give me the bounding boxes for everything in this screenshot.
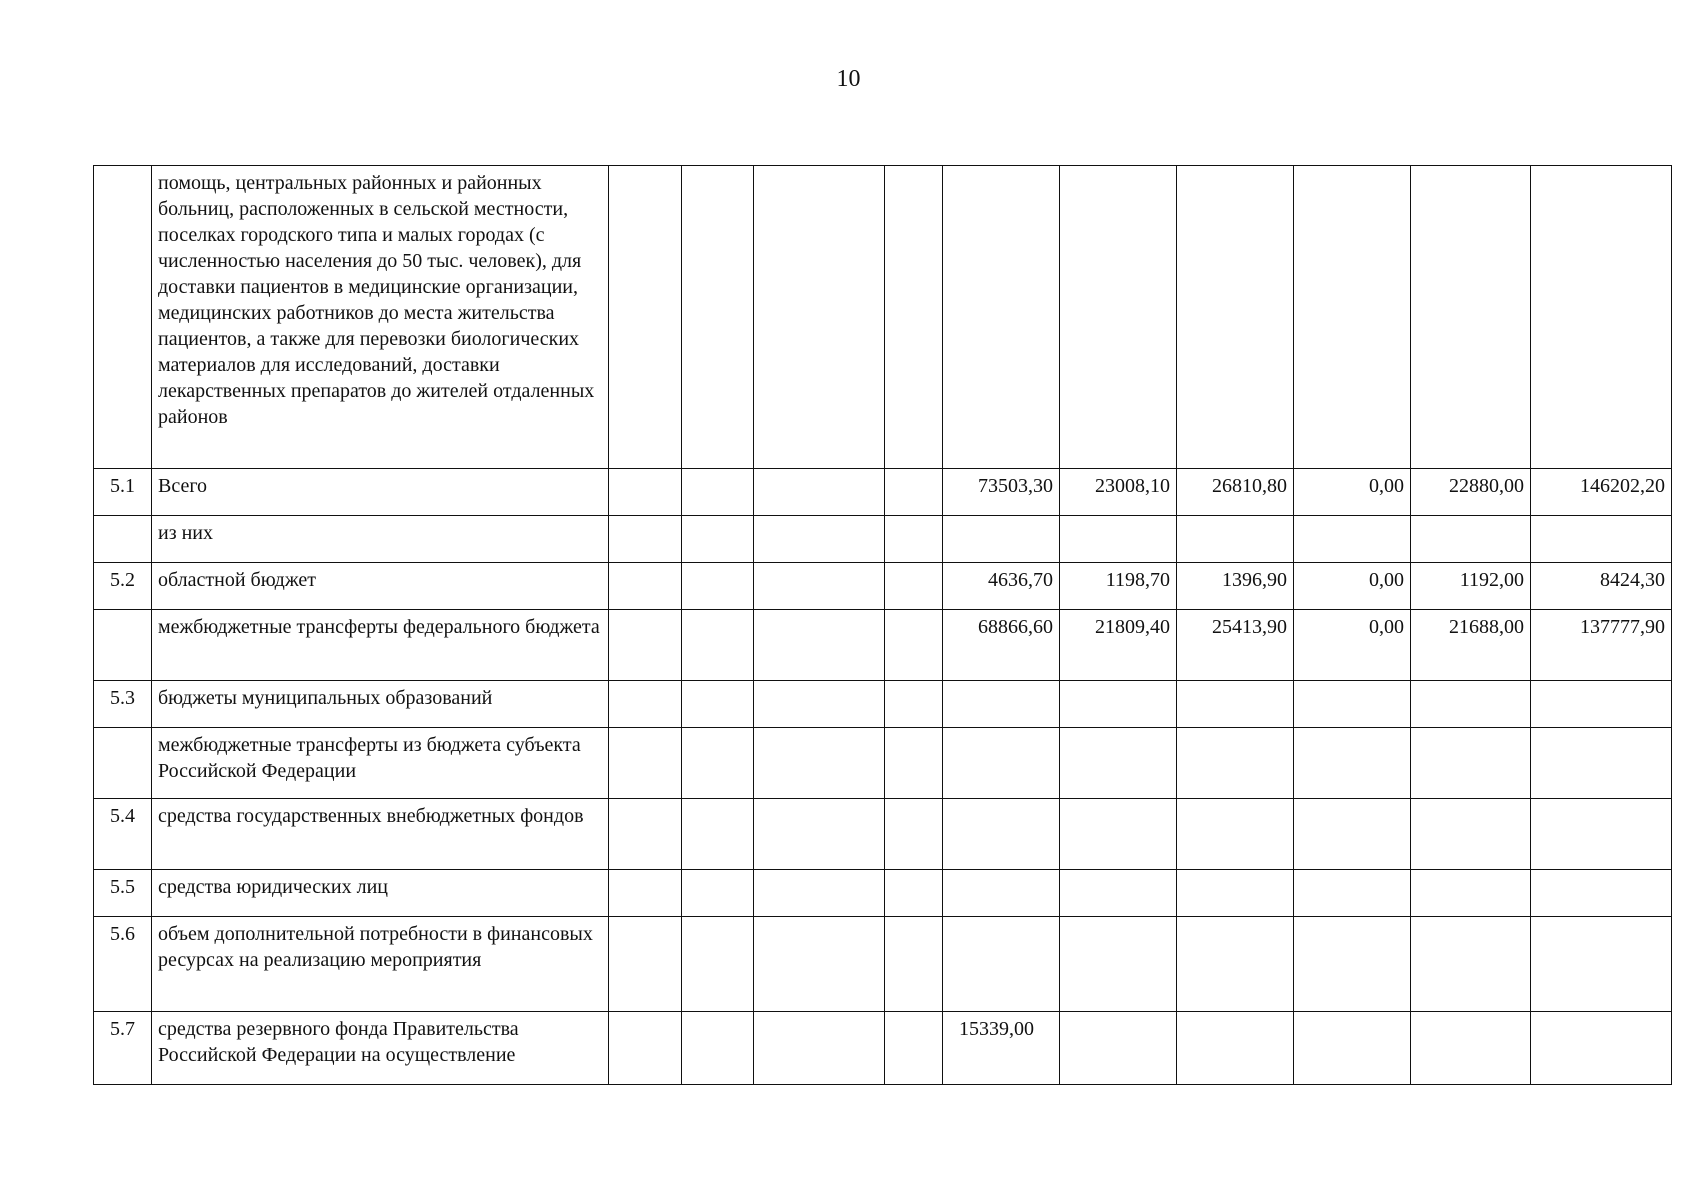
value-cell (609, 469, 682, 516)
value-cell: 146202,20 (1531, 469, 1672, 516)
value-cell (682, 516, 754, 563)
value-cell: 8424,30 (1531, 563, 1672, 610)
value-cell (943, 516, 1060, 563)
value-cell: 4636,70 (943, 563, 1060, 610)
row-number: 5.4 (94, 799, 152, 870)
value-cell (754, 610, 885, 681)
table-row (94, 870, 1672, 917)
value-cell (885, 917, 943, 1012)
table-row (94, 563, 1672, 610)
row-description: межбюджетные трансферты из бюджета субъекта Российской Федерации (152, 728, 609, 799)
value-cell: 0,00 (1294, 469, 1411, 516)
row-number (94, 610, 152, 681)
value-cell (609, 166, 682, 469)
value-cell (1294, 681, 1411, 728)
value-cell (754, 166, 885, 469)
value-cell (885, 469, 943, 516)
value-cell: 25413,90 (1177, 610, 1294, 681)
value-cell (943, 681, 1060, 728)
value-cell (1531, 870, 1672, 917)
row-description: средства резервного фонда Правительства Российской Федерации на осуществление (152, 1012, 609, 1085)
value-cell (609, 917, 682, 1012)
value-cell (682, 166, 754, 469)
value-cell: 1198,70 (1060, 563, 1177, 610)
value-cell: 73503,30 (943, 469, 1060, 516)
value-cell (1177, 917, 1294, 1012)
value-cell (609, 870, 682, 917)
value-cell (682, 799, 754, 870)
value-cell (682, 681, 754, 728)
value-cell (609, 681, 682, 728)
row-description: областной бюджет (152, 563, 609, 610)
value-cell (609, 563, 682, 610)
value-cell (943, 728, 1060, 799)
row-description: межбюджетные трансферты федерального бюджета (152, 610, 609, 681)
value-cell (1531, 1012, 1672, 1085)
value-cell: 0,00 (1294, 610, 1411, 681)
value-cell (943, 917, 1060, 1012)
value-cell: 68866,60 (943, 610, 1060, 681)
value-cell: 137777,90 (1531, 610, 1672, 681)
value-cell (1411, 516, 1531, 563)
value-cell (885, 870, 943, 917)
value-cell (1294, 870, 1411, 917)
table-row (94, 728, 1672, 799)
budget-table (93, 165, 1672, 1085)
value-cell (1177, 1012, 1294, 1085)
value-cell (609, 610, 682, 681)
value-cell (609, 516, 682, 563)
value-cell: 0,00 (1294, 563, 1411, 610)
value-cell (1177, 728, 1294, 799)
value-cell (682, 917, 754, 1012)
value-cell: 21688,00 (1411, 610, 1531, 681)
value-cell (682, 870, 754, 917)
value-cell (754, 917, 885, 1012)
value-cell (754, 728, 885, 799)
row-number: 5.5 (94, 870, 152, 917)
value-cell (609, 728, 682, 799)
row-description: бюджеты муниципальных образований (152, 681, 609, 728)
value-cell (1060, 917, 1177, 1012)
value-cell (1294, 799, 1411, 870)
value-cell (754, 563, 885, 610)
table-row (94, 799, 1672, 870)
value-cell (1411, 166, 1531, 469)
table-row (94, 516, 1672, 563)
value-cell (1060, 728, 1177, 799)
value-cell (1060, 799, 1177, 870)
row-number: 5.2 (94, 563, 152, 610)
value-cell (754, 799, 885, 870)
value-cell (1411, 1012, 1531, 1085)
row-number: 5.7 (94, 1012, 152, 1085)
row-number: 5.6 (94, 917, 152, 1012)
value-cell (609, 1012, 682, 1085)
value-cell (754, 469, 885, 516)
value-cell (1411, 917, 1531, 1012)
value-cell (885, 563, 943, 610)
row-number: 5.1 (94, 469, 152, 516)
value-cell (1060, 1012, 1177, 1085)
value-cell (1294, 728, 1411, 799)
row-description: средства юридических лиц (152, 870, 609, 917)
table-row (94, 166, 1672, 469)
row-description: помощь, центральных районных и районных больниц, расположенных в сельской местности, поселках городского типа и малых городах (с численностью населения до 50 тыс. человек), для доставки пациентов в медицинские организации, медицинских работников до места жительства пациентов, а также для перевозки биологических материалов для исследований, доставки лекарственных препаратов до жителей отдаленных районов (152, 166, 609, 469)
value-cell (1531, 799, 1672, 870)
value-cell (1060, 166, 1177, 469)
value-cell (1294, 917, 1411, 1012)
value-cell (885, 681, 943, 728)
value-cell (1060, 870, 1177, 917)
value-cell (682, 1012, 754, 1085)
row-description: объем дополнительной потребности в финансовых ресурсах на реализацию мероприятия (152, 917, 609, 1012)
value-cell (682, 728, 754, 799)
value-cell (1411, 870, 1531, 917)
table-row (94, 681, 1672, 728)
value-cell (943, 870, 1060, 917)
value-cell (754, 1012, 885, 1085)
table-row (94, 1012, 1672, 1085)
row-description: средства государственных внебюджетных фондов (152, 799, 609, 870)
row-number: 5.3 (94, 681, 152, 728)
value-cell (885, 516, 943, 563)
value-cell (885, 728, 943, 799)
value-cell (609, 799, 682, 870)
value-cell (885, 166, 943, 469)
table-row (94, 917, 1672, 1012)
value-cell: 21809,40 (1060, 610, 1177, 681)
value-cell (1411, 681, 1531, 728)
value-cell (1177, 166, 1294, 469)
value-cell (1177, 681, 1294, 728)
value-cell: 23008,10 (1060, 469, 1177, 516)
value-cell (1060, 516, 1177, 563)
value-cell (682, 469, 754, 516)
value-cell: 22880,00 (1411, 469, 1531, 516)
value-cell (885, 799, 943, 870)
value-cell: 1396,90 (1177, 563, 1294, 610)
value-cell (1177, 870, 1294, 917)
value-cell (1177, 799, 1294, 870)
value-cell: 1192,00 (1411, 563, 1531, 610)
row-number (94, 516, 152, 563)
page-number: 10 (836, 66, 861, 92)
value-cell (1411, 728, 1531, 799)
value-cell (1531, 917, 1672, 1012)
value-cell (1531, 166, 1672, 469)
value-cell (1294, 1012, 1411, 1085)
value-cell (885, 610, 943, 681)
value-cell (1177, 516, 1294, 563)
row-number (94, 166, 152, 469)
value-cell (1294, 516, 1411, 563)
row-description: из них (152, 516, 609, 563)
value-cell (943, 799, 1060, 870)
value-cell (754, 870, 885, 917)
row-number (94, 728, 152, 799)
value-cell (885, 1012, 943, 1085)
value-cell (1531, 681, 1672, 728)
value-cell (682, 610, 754, 681)
value-cell (943, 166, 1060, 469)
value-cell (682, 563, 754, 610)
value-cell (754, 516, 885, 563)
value-cell (1294, 166, 1411, 469)
value-cell (1060, 681, 1177, 728)
value-cell (1531, 728, 1672, 799)
value-cell (1411, 799, 1531, 870)
value-cell (1531, 516, 1672, 563)
table-row (94, 469, 1672, 516)
row-description: Всего (152, 469, 609, 516)
value-cell (754, 681, 885, 728)
value-cell: 15339,00 (943, 1012, 1060, 1085)
value-cell: 26810,80 (1177, 469, 1294, 516)
table-row (94, 610, 1672, 681)
